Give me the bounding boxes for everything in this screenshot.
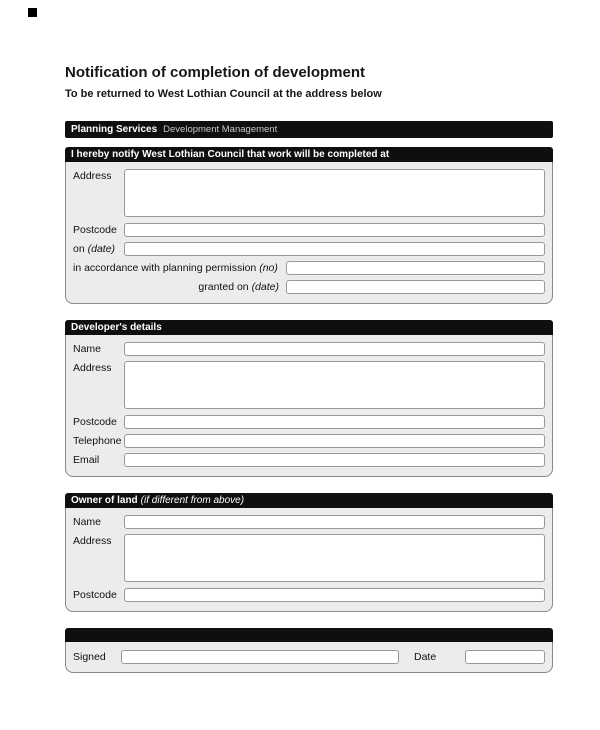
corner-mark <box>28 8 37 17</box>
owner-section-header: Owner of land (if different from above) <box>65 493 553 508</box>
signature-section-body <box>65 642 553 673</box>
permission-number-input[interactable] <box>286 261 545 275</box>
notify-section-header: I hereby notify West Lothian Council that work will be completed at <box>65 147 553 162</box>
signed-input[interactable] <box>121 650 399 664</box>
department-unit: Development Management <box>163 124 278 135</box>
developer-telephone-label: Telephone <box>73 435 122 447</box>
address-label: Address <box>73 170 112 182</box>
owner-name-input[interactable] <box>124 515 545 529</box>
notify-section <box>65 147 553 304</box>
developer-address-input[interactable] <box>124 361 545 409</box>
form-page <box>65 64 553 673</box>
date-label: Date <box>414 651 437 663</box>
developer-section <box>65 320 553 477</box>
permission-label: in accordance with planning permission (no) <box>73 262 278 274</box>
page-subtitle: To be returned to West Lothian Council at the address below <box>65 88 382 100</box>
on-date-input[interactable] <box>124 242 545 256</box>
developer-section-body <box>65 335 553 477</box>
postcode-label: Postcode <box>73 224 117 236</box>
granted-on-label: granted on (date) <box>198 281 279 293</box>
developer-section-header: Developer's details <box>65 320 553 335</box>
granted-date-input[interactable] <box>286 280 545 294</box>
notify-section-body <box>65 162 553 304</box>
owner-address-label: Address <box>73 535 112 547</box>
owner-address-input[interactable] <box>124 534 545 582</box>
developer-email-input[interactable] <box>124 453 545 467</box>
developer-postcode-label: Postcode <box>73 416 117 428</box>
developer-name-input[interactable] <box>124 342 545 356</box>
owner-postcode-label: Postcode <box>73 589 117 601</box>
owner-section <box>65 493 553 612</box>
signature-section <box>65 628 553 673</box>
developer-telephone-input[interactable] <box>124 434 545 448</box>
signature-section-header <box>65 628 553 642</box>
owner-postcode-input[interactable] <box>124 588 545 602</box>
page-title: Notification of completion of development <box>65 64 365 81</box>
owner-section-body <box>65 508 553 612</box>
developer-name-label: Name <box>73 343 102 355</box>
owner-name-label: Name <box>73 516 102 528</box>
developer-postcode-input[interactable] <box>124 415 545 429</box>
developer-address-label: Address <box>73 362 112 374</box>
department-bar <box>65 121 553 138</box>
date-input[interactable] <box>465 650 545 664</box>
postcode-input[interactable] <box>124 223 545 237</box>
signed-label: Signed <box>73 651 106 663</box>
developer-email-label: Email <box>73 454 100 466</box>
address-input[interactable] <box>124 169 545 217</box>
department-name: Planning Services <box>71 124 158 135</box>
on-date-label: on (date) <box>73 243 116 255</box>
